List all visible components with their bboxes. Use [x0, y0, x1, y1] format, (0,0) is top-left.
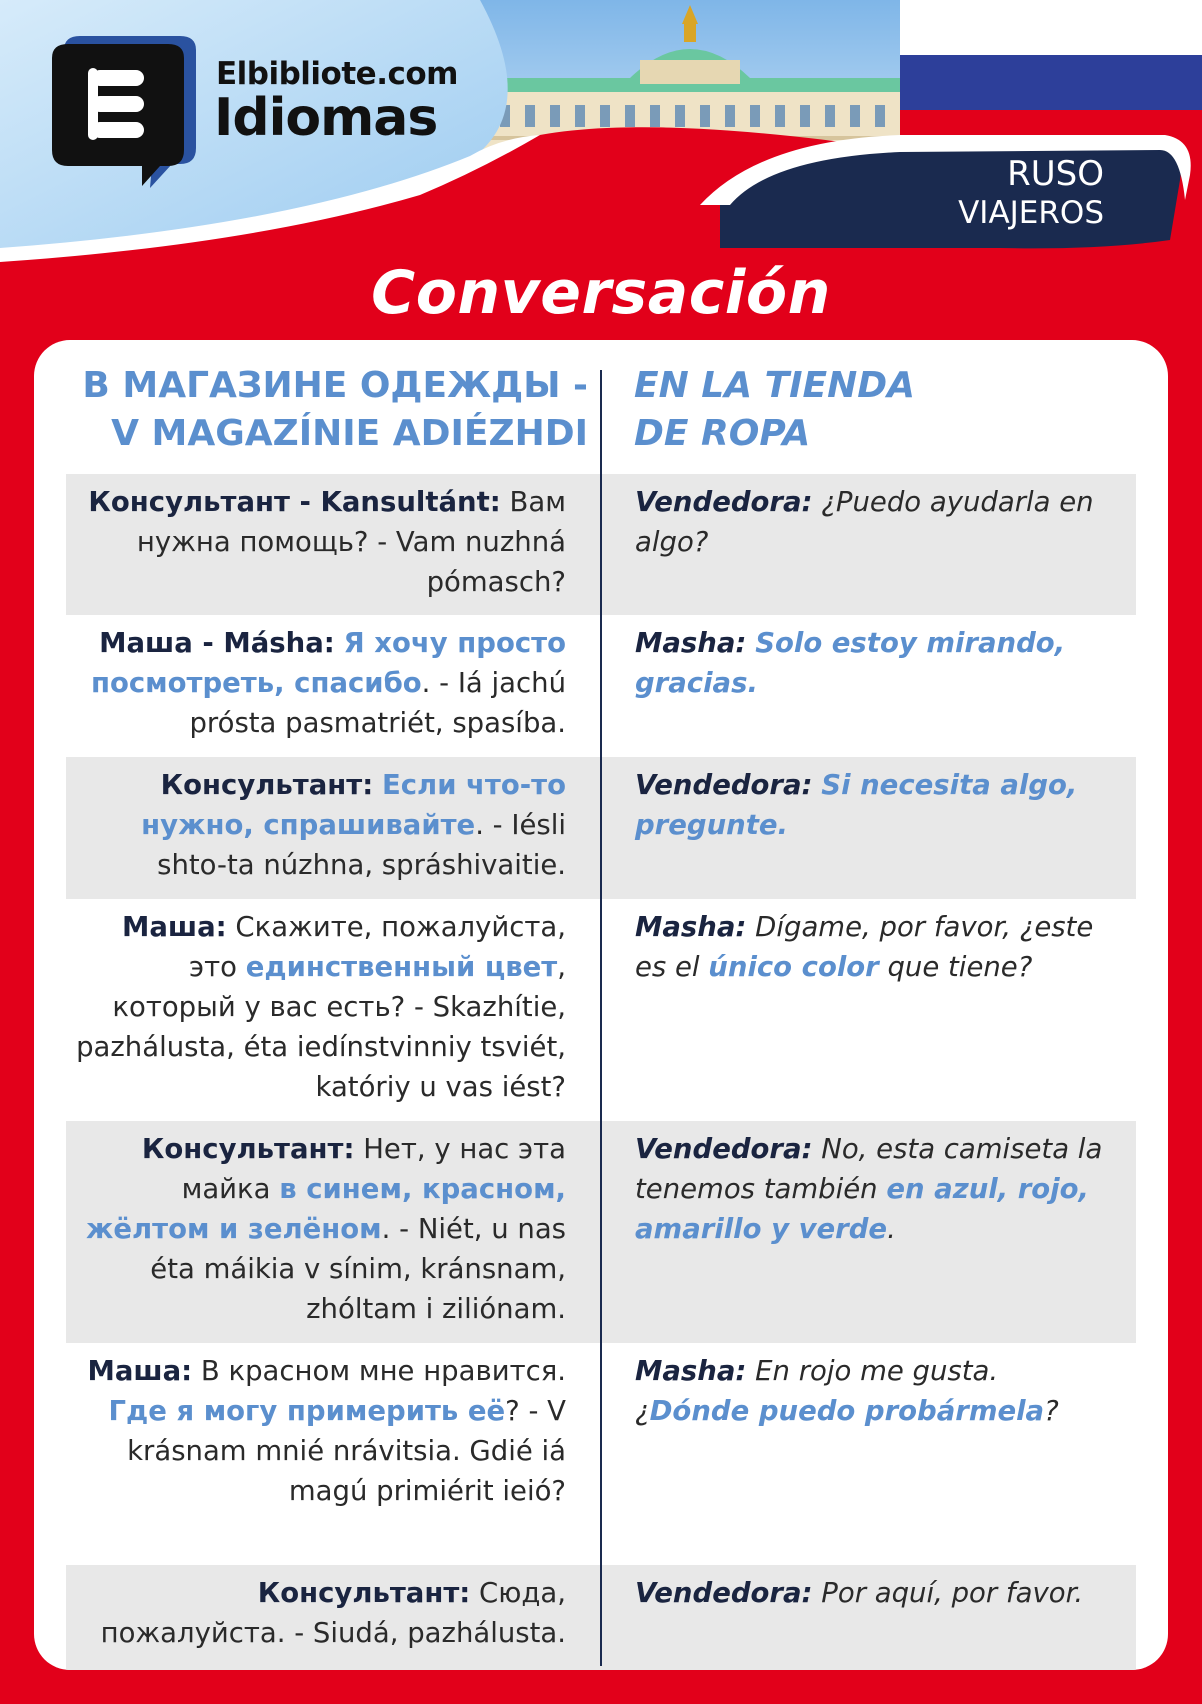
key-phrase: en azul, rojo, amarillo y verde [635, 1173, 1089, 1245]
speaker-name: Консультант: [257, 1577, 471, 1609]
line-text: Сюда, пожалуйста. - Siudá, pazhálusta. [100, 1577, 566, 1649]
speaker-name: Маша: [121, 911, 227, 943]
speaker-name: Vendedora: [635, 769, 813, 801]
line-text-after: . - Iá jachú prósta pasmatriét, spasíba. [189, 667, 566, 739]
russian-line [66, 615, 601, 757]
speaker-name: Маша - Másha: [99, 627, 335, 659]
speaker-name: Консультант: [160, 769, 374, 801]
category-label: VIAJEROS [958, 195, 1104, 231]
line-text-after: ? [1044, 1395, 1059, 1427]
spanish-line [601, 757, 1136, 899]
line-text: Вам нужна помощь? - Vam nuzhná pómasch? [136, 486, 566, 598]
line-text: Por aquí, por favor. [812, 1577, 1084, 1609]
russian-line [66, 899, 601, 1121]
russian-line [66, 1565, 601, 1670]
line-text: No, esta camiseta la tenemos también [635, 1133, 1103, 1205]
line-text: Нет, у нас эта майка [181, 1133, 566, 1205]
spanish-line [601, 474, 1136, 615]
speaker-name: Masha: [635, 627, 747, 659]
line-text [813, 769, 822, 801]
line-text-after: . - Niét, u nas éta máikia v sínim, kránsnam, zhóltam i ziliónam. [150, 1213, 566, 1325]
line-text [746, 627, 755, 659]
line-text [335, 627, 344, 659]
spanish-heading-line1: EN LA TIENDA [634, 365, 916, 406]
spanish-line [601, 1565, 1136, 1670]
spanish-line [601, 899, 1136, 1121]
key-phrase: Где я могу примерить её [108, 1395, 506, 1427]
line-text-after: que tiene? [878, 951, 1033, 983]
line-text-after: ? - V krásnam mnié nrávitsia. Gdié iá magú primiérit ieió? [127, 1395, 566, 1507]
speaker-name: Маша: [87, 1355, 193, 1387]
speaker-name: Masha: [635, 1355, 747, 1387]
logo-site-text: Elbibliote.com [216, 56, 458, 92]
key-phrase: единственный цвет [245, 951, 558, 983]
speaker-name: Masha: [635, 911, 747, 943]
spanish-line [601, 1121, 1136, 1343]
russian-line [66, 757, 601, 899]
line-text: В красном мне нравится. [192, 1355, 566, 1387]
key-phrase: Si necesita algo, pregunte. [635, 769, 1078, 841]
speaker-name: Консультант: [141, 1133, 355, 1165]
line-text-after: . - Iésli shto-ta núzhna, spráshivaitie. [157, 809, 566, 881]
line-text-after: . [887, 1213, 896, 1245]
line-text: Скажите, пожалуйста, это [189, 911, 566, 983]
russian-line [66, 1121, 601, 1343]
spanish-line [601, 615, 1136, 757]
spanish-heading-line2: DE ROPA [634, 413, 811, 454]
russian-heading-line1: В МАГАЗИНЕ ОДЕЖДЫ - [82, 365, 588, 406]
line-text: ¿Puedo ayudarla en algo? [635, 486, 1094, 558]
russian-line [66, 1343, 601, 1565]
russian-column-heading [68, 362, 588, 458]
language-badge [958, 154, 1104, 232]
conversation-card [34, 340, 1168, 1670]
logo-brand-text: Idiomas [214, 88, 438, 148]
speaker-name: Vendedora: [635, 1133, 813, 1165]
line-text: Dígame, por favor, ¿este es el [635, 911, 1094, 983]
spanish-column-heading [634, 362, 1134, 458]
column-divider [600, 370, 602, 1666]
line-text: En rojo me gusta. ¿ [635, 1355, 999, 1427]
spanish-line [601, 1343, 1136, 1565]
key-phrase: Я хочу просто посмотреть, спасибо [90, 627, 566, 699]
key-phrase: Если что-то нужно, спрашивайте [141, 769, 566, 841]
speaker-name: Vendedora: [635, 486, 813, 518]
russian-heading-line2: V MAGAZÍNIE ADIÉZHDI [111, 413, 588, 454]
speaker-name: Vendedora: [635, 1577, 813, 1609]
russian-line [66, 474, 601, 615]
key-phrase: Dónde puedo probármela [649, 1395, 1045, 1427]
key-phrase: в синем, красном, жёлтом и зелёном [85, 1173, 566, 1245]
line-text [373, 769, 382, 801]
key-phrase: único color [708, 951, 879, 983]
speaker-name: Консультант - Kansultánt: [88, 486, 501, 518]
language-label: RUSO [1007, 154, 1104, 194]
line-text-after: , который у вас есть? - Skazhítie, pazhálusta, éta iedínstvinniy tsviét, katóriy u vas iést? [76, 951, 566, 1103]
page-title: Conversación [371, 258, 831, 328]
key-phrase: Solo estoy mirando, gracias. [635, 627, 1066, 699]
